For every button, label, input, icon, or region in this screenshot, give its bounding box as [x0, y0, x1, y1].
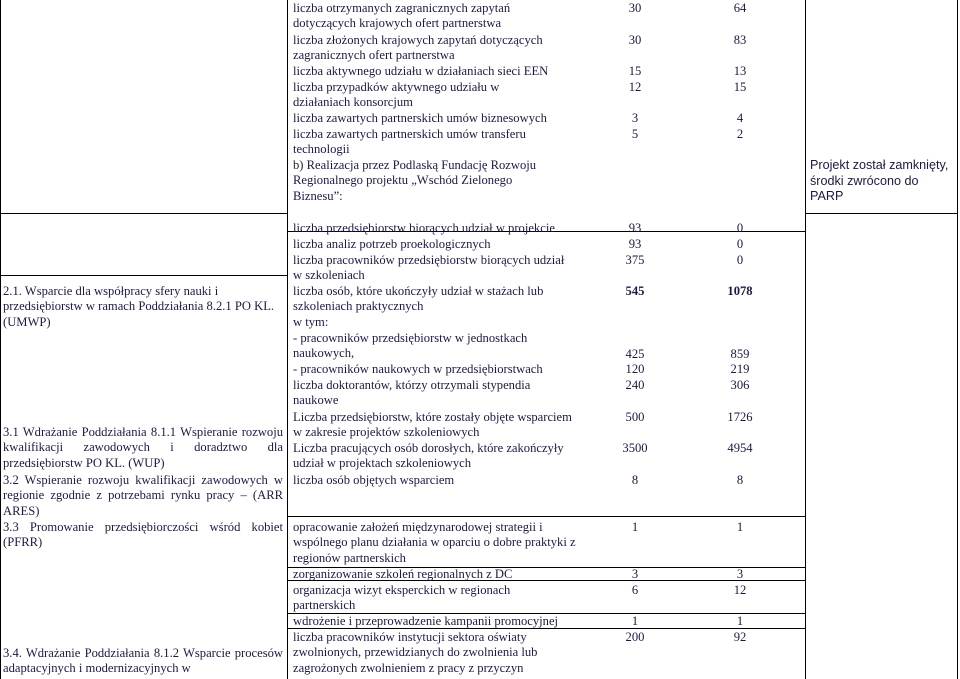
indicator-label: zorganizowanie szkoleń regionalnych z DC [293, 567, 513, 581]
value-2010: 219 [730, 362, 750, 376]
indicator-label: liczba przypadków aktywnego udziału w działaniach konsorcjum [293, 80, 500, 110]
value-2010: 0 [736, 237, 744, 251]
value-2009: 545 [625, 284, 645, 298]
value-2010: 8 [736, 473, 744, 487]
value-2010: 15 [733, 80, 747, 94]
value-2009: 240 [625, 378, 645, 392]
value-2010: 12 [733, 583, 747, 597]
indicator-label: opracowanie założeń międzynarodowej strategii i wspólnego planu działania w oparciu o dobre praktyki z regionów partnerskich [293, 520, 576, 565]
value-2009: 30 [628, 33, 642, 47]
indicator-label: organizacja wizyt eksperckich w regionach partnerskich [293, 583, 511, 613]
value-2010: 1078 [727, 284, 753, 298]
value-2010: 1 [736, 614, 744, 628]
table-rule [288, 516, 806, 517]
value-2010: 306 [730, 378, 750, 392]
table-border-left [0, 0, 1, 679]
value-2009: 425 [625, 347, 645, 361]
value-2010: 3 [736, 567, 744, 581]
value-2009: 1 [631, 520, 639, 534]
indicator-label: Liczba przedsiębiorstw, które zostały objęte wsparciem w zakresie projektów szkoleniowych [293, 410, 572, 440]
indicator-label: - pracowników przedsiębiorstw w jednostkach naukowych, [293, 331, 528, 361]
value-2009: 3 [631, 567, 639, 581]
indicator-label: liczba doktorantów, którzy otrzymali stypendia naukowe [293, 378, 531, 408]
table-rule [806, 213, 958, 214]
indicator-label: liczba otrzymanych zagranicznych zapytań dotyczących krajowych ofert partnerstwa [293, 1, 511, 31]
section-heading: b) Realizacja przez Podlaską Fundację Rozwoju Regionalnego projektu „Wschód Zielonego Biznesu”: [293, 158, 537, 203]
indicator-label: liczba osób, które ukończyły udział w stażach lub szkoleniach praktycznych [293, 284, 544, 314]
value-2010: 1 [736, 520, 744, 534]
indicator-label: liczba aktywnego udziału w działaniach sieci EEN [293, 64, 549, 78]
indicator-label: - pracowników naukowych w przedsiębiorstwach [293, 362, 543, 376]
measure-3-3: 3.3 Promowanie przedsiębiorczości wśród kobiet (PFRR) [3, 520, 283, 550]
value-2009: 500 [625, 410, 645, 424]
measure-3-1: 3.1 Wdrażanie Poddziałania 8.1.1 Wspieranie rozwoju kwalifikacji zawodowych i doradztwo dla przedsiębiorstw PO KL. (WUP) [3, 425, 283, 470]
value-2009: 200 [625, 630, 645, 644]
indicator-label: liczba analiz potrzeb proekologicznych [293, 237, 491, 251]
status-note: Projekt został zamknięty, środki zwrócono do PARP [810, 158, 949, 204]
indicator-label: liczba pracowników przedsiębiorstw biorących udział w szkoleniach [293, 253, 565, 283]
table-divider-col1 [287, 0, 288, 679]
indicator-label: liczba przedsiębiorstw biorących udział w projekcie [293, 221, 555, 235]
value-2009: 93 [628, 221, 642, 235]
value-2009: 1 [631, 614, 639, 628]
value-2010: 859 [730, 347, 750, 361]
value-2009: 3500 [622, 441, 648, 455]
value-2009: 8 [631, 473, 639, 487]
value-2009: 375 [625, 253, 645, 267]
indicator-label: liczba osób objętych wsparciem [293, 473, 455, 487]
table-border-right [957, 0, 958, 679]
value-2010: 92 [733, 630, 747, 644]
value-2009: 30 [628, 1, 642, 15]
value-2010: 4954 [727, 441, 753, 455]
table-divider-col3 [805, 0, 806, 679]
value-2009: 3 [631, 111, 639, 125]
value-2010: 13 [733, 64, 747, 78]
value-2010: 83 [733, 33, 747, 47]
table-rule [0, 275, 288, 276]
measure-3-2: 3.2 Wspieranie rozwoju kwalifikacji zawodowych w regionie zgodnie z potrzebami rynku pracy – (ARR ARES) [3, 473, 283, 518]
indicator-label: Liczba pracujących osób dorosłych, które zakończyły udział w projektach szkoleniowych [293, 441, 564, 471]
indicator-label: liczba zawartych partnerskich umów biznesowych [293, 111, 547, 125]
value-2010: 2 [736, 127, 744, 141]
value-2010: 4 [736, 111, 744, 125]
value-2009: 120 [625, 362, 645, 376]
value-2009: 12 [628, 80, 642, 94]
value-2010: 1726 [727, 410, 753, 424]
value-2010: 0 [736, 221, 744, 235]
value-2009: 5 [631, 127, 639, 141]
indicator-label: w tym: [293, 315, 329, 329]
indicator-label: liczba pracowników instytucji sektora oświaty zwolnionych, przewidzianych do zwolnienia lub zagrożonych zwolnieniem z pracy z przyczyn [293, 630, 538, 675]
measure-3-4: 3.4. Wdrażanie Poddziałania 8.1.2 Wsparcie procesów adaptacyjnych i modernizacyjnych w [3, 646, 283, 676]
indicator-label: liczba złożonych krajowych zapytań dotyczących zagranicznych ofert partnerstwa [293, 33, 543, 63]
value-2009: 15 [628, 64, 642, 78]
value-2010: 0 [736, 253, 744, 267]
value-2010: 64 [733, 1, 747, 15]
indicator-label: wdrożenie i przeprowadzenie kampanii promocyjnej [293, 614, 559, 628]
value-2009: 6 [631, 583, 639, 597]
indicator-label: liczba zawartych partnerskich umów transferu technologii [293, 127, 526, 157]
measure-2-1: 2.1. Wsparcie dla współpracy sfery nauki i przedsiębiorstw w ramach Poddziałania 8.2.1 PO KL. (UMWP) [3, 284, 275, 329]
table-rule [0, 213, 288, 214]
value-2009: 93 [628, 237, 642, 251]
